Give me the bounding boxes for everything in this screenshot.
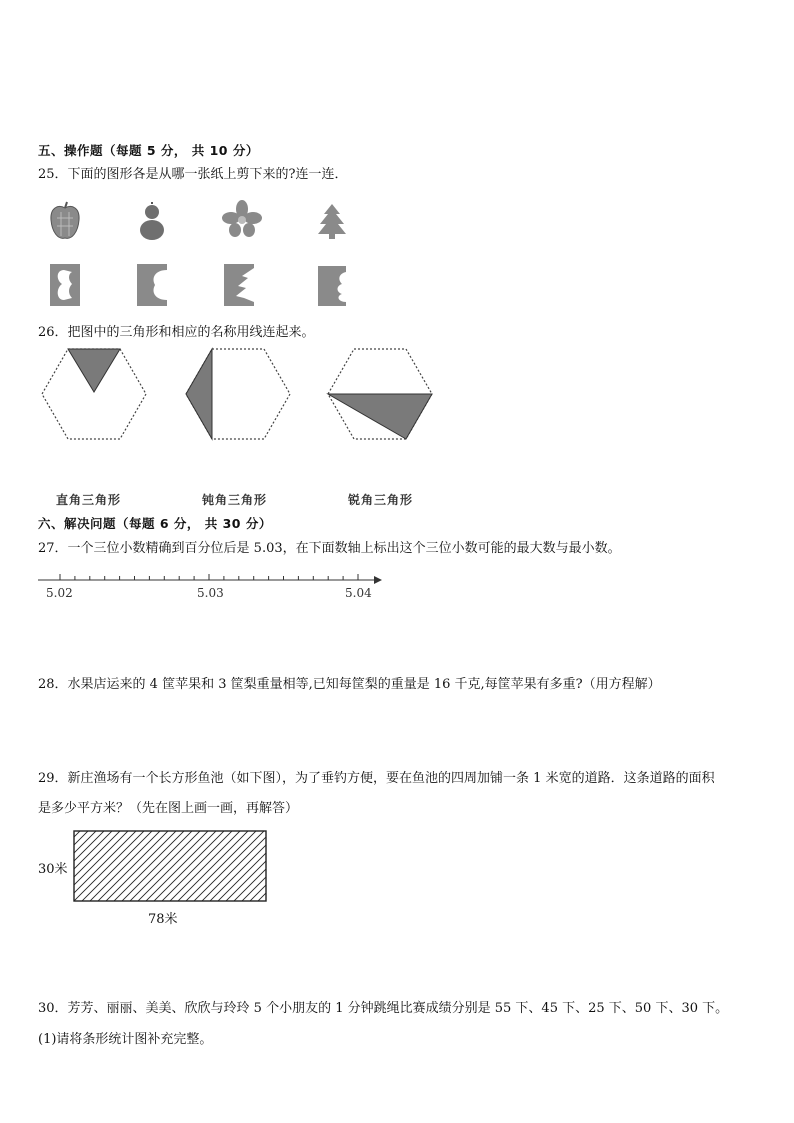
hatch-line xyxy=(113,830,185,902)
hatch-line xyxy=(145,830,217,902)
question-27-text: 27．一个三位小数精确到百分位后是 5.03，在下面数轴上标出这个三位小数可能的最大数与最小数。 xyxy=(38,541,621,556)
hatch-line xyxy=(169,830,241,902)
flower-icon xyxy=(222,200,262,238)
label-acute-triangle: 锐角三角形 xyxy=(348,493,414,507)
question-30-sub1: (1)请将条形统计图补充完整。 xyxy=(38,1032,213,1047)
paper-cutout-2 xyxy=(137,264,167,306)
question-30-text: 30．芳芳、丽丽、美美、欣欣与玲玲 5 个小朋友的 1 分钟跳绳比赛成绩分别是 55 下、45 下、25 下、50 下、30 下。 xyxy=(38,1001,729,1016)
hatch-line xyxy=(89,830,161,902)
question-29-text-line2: 是多少平方米？（先在图上画一画，再解答） xyxy=(38,801,299,816)
hatch-line xyxy=(193,830,265,902)
question-25-text: 25．下面的图形各是从哪一张纸上剪下来的?连一连． xyxy=(38,167,348,182)
hatch-line xyxy=(73,830,121,902)
hatch-line xyxy=(177,830,249,902)
hatch-line xyxy=(73,830,145,902)
hatch-line xyxy=(185,830,257,902)
apple-icon xyxy=(48,200,82,242)
hatch-line xyxy=(81,830,153,902)
pond-width-label: 78米 xyxy=(148,912,178,927)
hatch-line xyxy=(97,830,169,902)
gourd-icon xyxy=(136,202,168,242)
paper-cutout-4 xyxy=(318,266,346,306)
paper-cutout-1 xyxy=(50,264,80,306)
question-29-text-line1: 29．新庄渔场有一个长方形鱼池（如下图），为了垂钓方便，要在鱼池的四周加铺一条 1 米宽的道路．这条道路的面积 xyxy=(38,771,715,786)
hatch-line xyxy=(129,830,201,902)
hatch-line xyxy=(153,830,225,902)
fish-pond-rectangle xyxy=(73,830,267,902)
tick-label-5-04: 5.04 xyxy=(345,586,372,600)
hatch-line xyxy=(105,830,177,902)
hatch-line xyxy=(161,830,233,902)
pond-height-label: 30米 xyxy=(38,862,68,877)
hexagon-triangle-2 xyxy=(182,346,294,442)
tree-icon xyxy=(316,202,348,240)
tick-label-5-02: 5.02 xyxy=(46,586,73,600)
section-5-heading: 五、操作题（每题 5 分， 共 10 分） xyxy=(38,143,259,158)
hexagon-triangle-3 xyxy=(324,346,436,442)
hatch-line xyxy=(137,830,209,902)
hatch-line xyxy=(73,830,137,902)
question-28-text: 28．水果店运来的 4 筐苹果和 3 筐梨重量相等,已知每筐梨的重量是 16 千克,每筐苹果有多重?（用方程解） xyxy=(38,677,661,692)
label-obtuse-triangle: 钝角三角形 xyxy=(202,493,268,507)
paper-cutout-3 xyxy=(224,264,254,306)
tick-label-5-03: 5.03 xyxy=(197,586,224,600)
hatch-line xyxy=(201,830,267,902)
question-26-text: 26．把图中的三角形和相应的名称用线连起来。 xyxy=(38,325,315,340)
section-6-heading: 六、解决问题（每题 6 分， 共 30 分） xyxy=(38,516,272,531)
hexagon-triangle-1 xyxy=(38,346,150,442)
hatch-line xyxy=(121,830,193,902)
label-right-triangle: 直角三角形 xyxy=(56,493,122,507)
